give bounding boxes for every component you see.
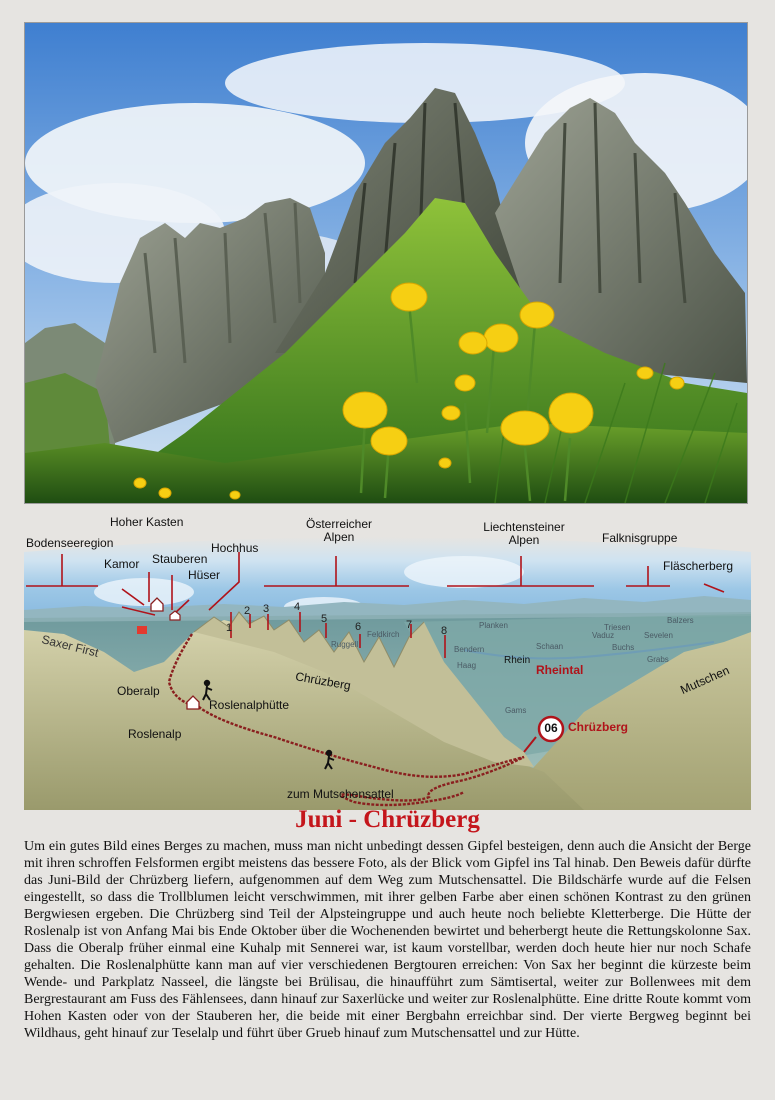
chruzberg-photo-illustration [25, 23, 747, 503]
marker-label: Chrüzberg [568, 720, 628, 734]
article-text: Um ein gutes Bild eines Berges zu machen, muss man nicht unbedingt dessen Gipfel besteigen, denn auch die Ansicht der Berge mit ihren schroffen Felsformen ergibt meistens das bessere Foto, als der Blick vom Gipfel ins Tal hinab. Den Beweis dafür dürfte das Juni-Bild der Chrüzberg liefern, aufgenommen auf dem Weg zum Mutschensattel. Die Bildschärfe wurde auf die Felsen eingestellt, so dass die Trollblumen leicht verschwimmen, mit ihrer gelben Farbe aber einen schönen Kontrast zu den grünen Bergwiesen ergeben. Die Chrüzberg sind Teil der Alpsteingruppe und auch heute noch beliebte Kletterberge. Die Hütte der Roslenalp ist von Anfang Mai bis Ende Oktober über die Wochenenden bewirtet und beherbergt heute die Rettungskolonne Sax. Dass die Oberalp früher einmal eine Kuhalp mit Sennerei war, ist kaum vorstellbar, werden doch heute hier nur noch Schafe gehalten. Die Roslenalphütte kann man auf vier verschiedenen Bergtouren erreichen: Von Sax her beginnt die kürzeste beim Wende- und Parkplatz Nasseel, die längste bei Brülisau, die hinaufführt zum Sämtisertal, weiter zur Bollenwees mit dem Bergrestaurant am Fuss des Fählensees, dann hinauf zur Saxerlücke und weiter zur Roslenalphütte. Eine dritte Route kommt vom Hohen Kasten oder von der Stauberen her, die beide mit einer Bergbahn erreichbar sind. Der vierte Bergweg beginnt bei Wildhaus, geht hinauf zur Teselalp und führt über Grueb hinauf zum Mutschensattel und zur Hütte. [24, 839, 751, 1041]
region-bodenseeregion: Bodenseeregion [26, 536, 114, 550]
place-mutschen: Mutschen [678, 663, 732, 698]
peak-number: 7 [406, 619, 413, 631]
peak-number: 2 [244, 605, 251, 617]
region-falknisgruppe: Falknisgruppe [602, 531, 678, 545]
place-roslenalphuette: Roslenalphütte [209, 698, 290, 712]
region-oesterreicher-alpen: Österreicher Alpen [305, 517, 373, 544]
place-rheintal: Rheintal [536, 663, 584, 677]
village-planken: Planken [479, 621, 508, 630]
peak-number: 5 [321, 613, 328, 625]
peak-huser: Hüser [188, 568, 221, 582]
mountain-photo [24, 22, 748, 504]
peak-stauberen: Stauberen [152, 552, 208, 566]
village-vaduz: Vaduz [592, 631, 615, 640]
peak-number: 1 [226, 622, 233, 634]
place-roslenalp: Roslenalp [128, 727, 182, 741]
peak-number: 6 [355, 621, 362, 633]
village-bendern: Bendern [454, 645, 485, 654]
village-feldkirch: Feldkirch [367, 630, 400, 639]
peak-kamor: Kamor [104, 557, 140, 571]
place-oberalp: Oberalp [117, 684, 160, 698]
region-hoher-kasten: Hoher Kasten [110, 515, 184, 529]
marker-number: 06 [544, 721, 558, 735]
village-schaan: Schaan [536, 642, 564, 651]
place-rhein: Rhein [504, 655, 531, 666]
place-mutschensattel: zum Mutschensattel [287, 787, 394, 801]
village-buchs: Buchs [612, 643, 635, 652]
peak-number: 3 [263, 603, 270, 615]
peak-hochhus: Hochhus [211, 541, 259, 555]
village-ruggell: Ruggell [331, 640, 359, 649]
village-sevelen: Sevelen [644, 631, 673, 640]
peak-number: 8 [441, 625, 448, 637]
village-balzers: Balzers [667, 616, 694, 625]
peak-flascherberg: Fläscherberg [663, 559, 734, 573]
village-haag: Haag [457, 661, 477, 670]
panorama-map [24, 512, 751, 810]
village-triesen: Triesen [604, 623, 631, 632]
region-liechtensteiner-alpen: Liechtensteiner Alpen [483, 520, 565, 547]
place-saxer-first: Saxer First [40, 632, 100, 660]
peak-number: 4 [294, 601, 301, 613]
village-gams: Gams [505, 706, 527, 715]
page-title: Juni - Chrüzberg [295, 806, 480, 833]
place-chruzberg: Chrüzberg [294, 669, 352, 693]
village-grabs: Grabs [647, 655, 669, 664]
